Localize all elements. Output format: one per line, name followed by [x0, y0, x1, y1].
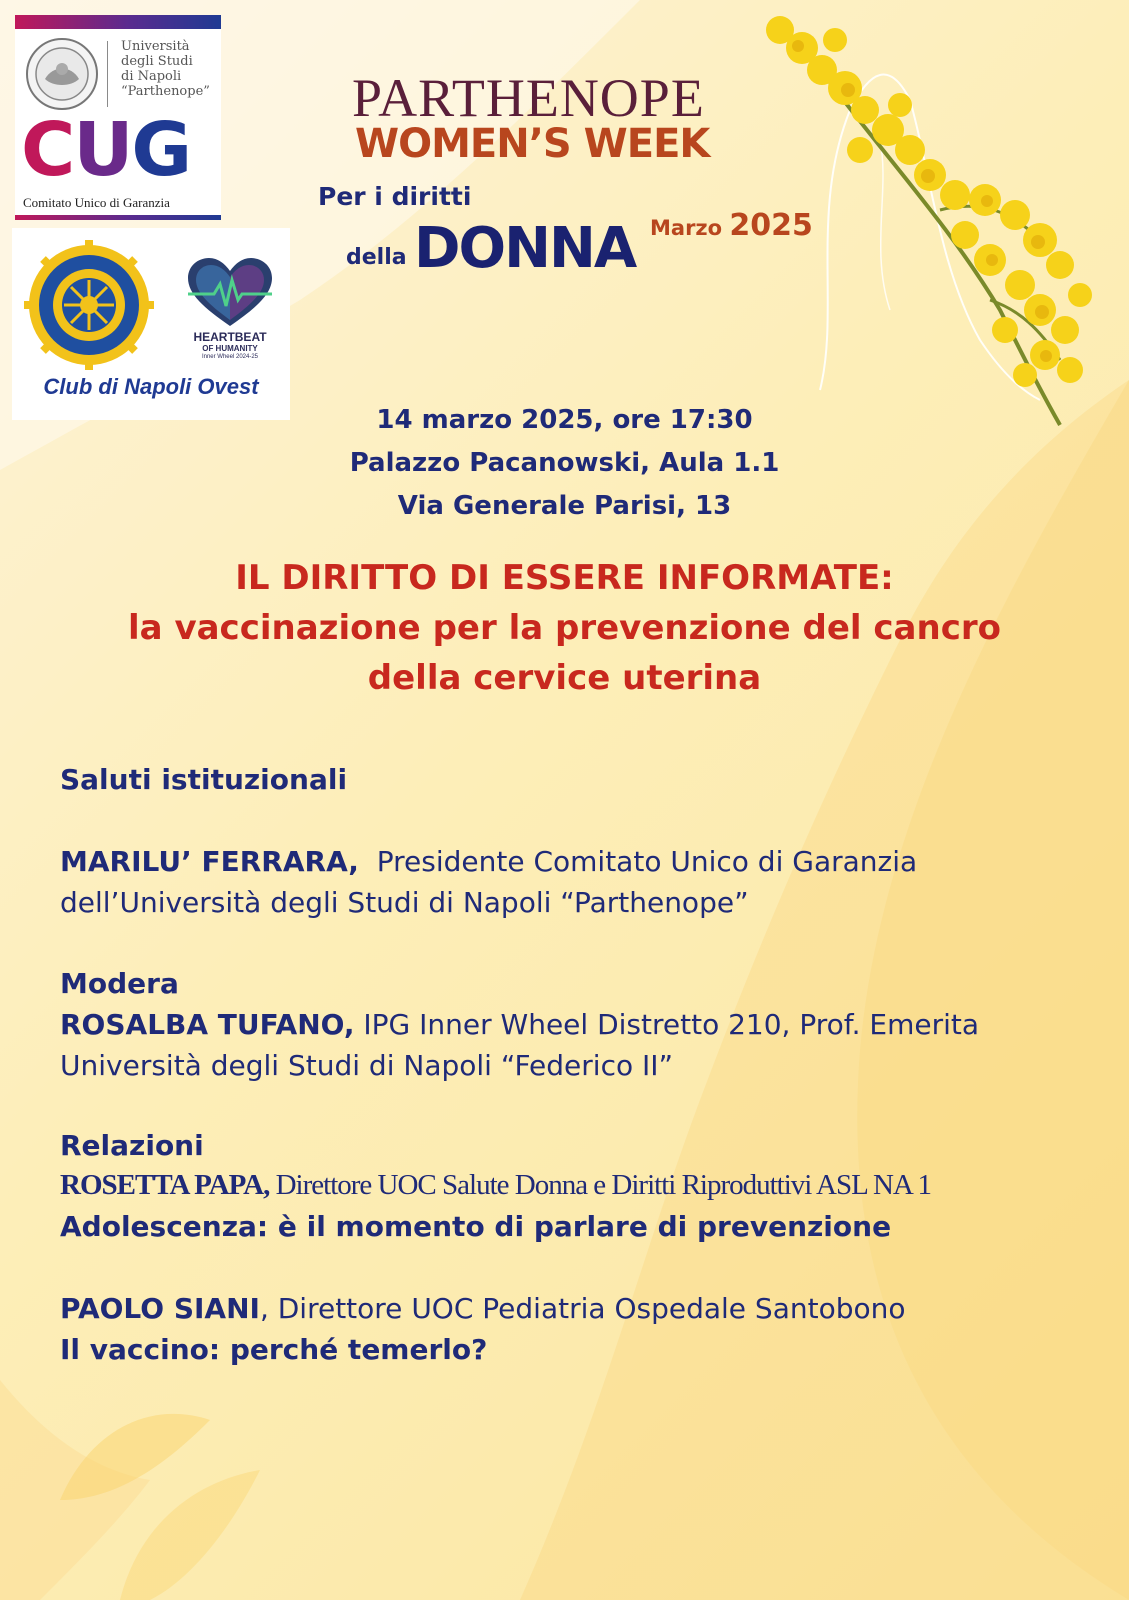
- cug-letter-c: C: [21, 107, 74, 193]
- inner-wheel-icon: [24, 240, 154, 370]
- speaker-role: Università degli Studi di Napoli “Federico II”: [60, 1049, 674, 1082]
- edition-month: Marzo: [650, 216, 723, 240]
- speaker-role: Presidente Comitato Unico di Garanzia: [376, 845, 918, 878]
- section-heading: Saluti istituzionali: [60, 763, 348, 796]
- heartbeat-heart-icon: [184, 256, 276, 328]
- title-parthenope: PARTHENOPE: [352, 68, 705, 128]
- university-line: degli Studi: [121, 54, 193, 69]
- title-womens-week: WOMEN’S WEEK: [355, 121, 710, 167]
- section-modera: [60, 967, 179, 1000]
- speaker-name: ROSETTA PAPA,: [60, 1169, 270, 1201]
- cug-acronym: [21, 107, 191, 193]
- edition-year: 2025: [729, 208, 813, 243]
- speaker-role: , Direttore UOC Pediatria Ospedale Santobono: [259, 1292, 906, 1325]
- talk-title: Adolescenza: è il momento di parlare di prevenzione: [60, 1210, 892, 1243]
- university-name: [121, 39, 221, 99]
- speaker-role: IPG Inner Wheel Distretto 210, Prof. Emerita: [363, 1008, 980, 1041]
- event-address: Via Generale Parisi, 13: [397, 491, 732, 521]
- speaker-name: ROSALBA TUFANO,: [60, 1008, 355, 1041]
- subtitle-della: della: [346, 245, 407, 270]
- cug-letter-u: U: [73, 107, 132, 193]
- club-name: Club di Napoli Ovest: [43, 374, 259, 399]
- cug-logo: [15, 15, 221, 220]
- section-saluti: [60, 763, 347, 796]
- inner-wheel-logo: [12, 228, 290, 420]
- speaker-papa: [60, 1169, 931, 1202]
- section-heading: Relazioni: [60, 1129, 204, 1162]
- event-date: 14 marzo 2025, ore 17:30: [376, 405, 753, 435]
- speaker-siani: [60, 1292, 905, 1325]
- speaker-role: dell’Università degli Studi di Napoli “Parthenope”: [60, 886, 749, 919]
- speaker-ferrara: [60, 845, 917, 878]
- event-place: Palazzo Pacanowski, Aula 1.1: [349, 448, 780, 478]
- subtitle-per-i-diritti: Per i diritti: [318, 182, 472, 211]
- heartbeat-subtitle: OF HUMANITY: [202, 344, 258, 353]
- talk-title-papa: [60, 1210, 891, 1243]
- edition-date: [650, 208, 813, 243]
- speaker-role: Direttore UOC Salute Donna e Diritti Riproduttivi ASL NA 1: [275, 1169, 931, 1201]
- university-seal-icon: [25, 37, 99, 111]
- talk-title-siani: [60, 1333, 487, 1366]
- subtitle-donna: DONNA: [414, 216, 636, 281]
- cug-stripe-top: [15, 15, 221, 29]
- cug-caption: Comitato Unico di Garanzia: [23, 195, 170, 210]
- speaker-ferrara-role-2: [60, 886, 749, 919]
- talk-title: Il vaccino: perché temerlo?: [60, 1333, 488, 1366]
- cug-stripe-bottom: [15, 215, 221, 220]
- headline-line-3: della cervice uterina: [367, 658, 762, 698]
- seal-divider: [107, 41, 108, 107]
- university-line: di Napoli: [121, 69, 182, 84]
- headline-line-1: IL DIRITTO DI ESSERE INFORMATE:: [235, 558, 894, 598]
- speaker-tufano-role-2: [60, 1049, 673, 1082]
- section-heading: Modera: [60, 967, 179, 1000]
- section-relazioni: [60, 1129, 204, 1162]
- speaker-name: PAOLO SIANI: [60, 1292, 260, 1325]
- cug-letter-g: G: [131, 107, 191, 193]
- university-line: “Parthenope”: [121, 84, 210, 99]
- university-line: Università: [121, 39, 190, 54]
- speaker-tufano: [60, 1008, 979, 1041]
- heartbeat-title: HEARTBEAT: [193, 330, 267, 344]
- headline-line-2: la vaccinazione per la prevenzione del cancro: [128, 608, 1001, 648]
- heartbeat-small: Inner Wheel 2024-25: [201, 354, 259, 360]
- speaker-name: MARILU’ FERRARA,: [60, 845, 359, 878]
